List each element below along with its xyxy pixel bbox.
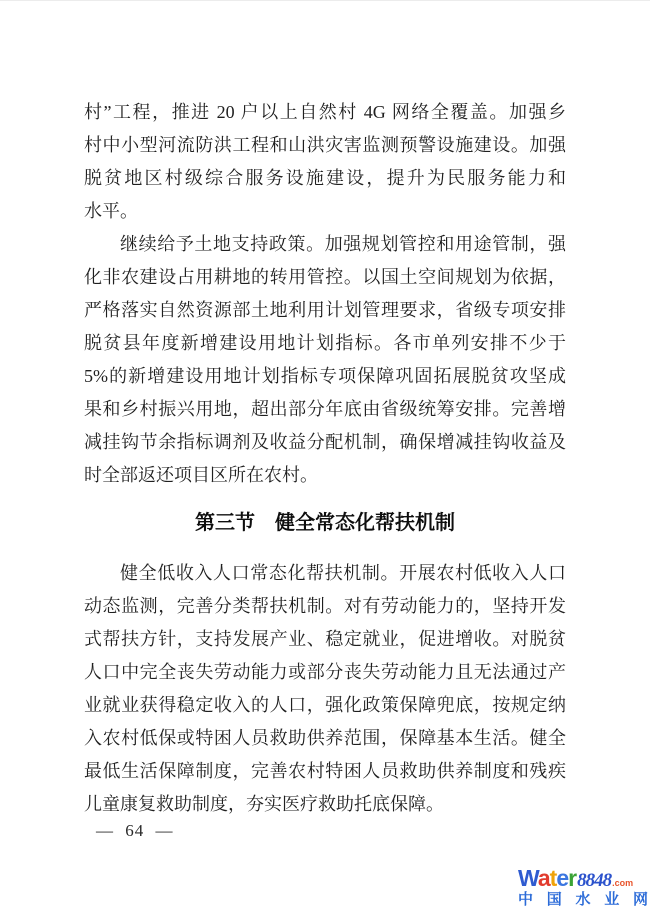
text-line: 村中小型河流防洪工程和山洪灾害监测预警设施建设。加强 (84, 135, 566, 155)
logo-cn-char: 国 (546, 891, 562, 908)
text-line: 果和乡村振兴用地，超出部分年底由省级统筹安排。完善增 (84, 399, 566, 419)
logo-letter: W (518, 865, 538, 891)
water8848-logo (518, 867, 648, 908)
section-heading-number: 第三节 (195, 512, 255, 534)
paragraph-land-policy (84, 228, 566, 492)
text-line: 动态监测，完善分类帮扶机制。对有劳动能力的，坚持开发 (84, 596, 566, 616)
text-line: 减挂钩节余指标调剂及收益分配机制，确保增减挂钩收益及 (84, 432, 566, 452)
paragraph-continuation (84, 96, 566, 228)
text-line: 最低生活保障制度，完善农村特困人员救助供养制度和残疾 (84, 761, 566, 781)
logo-cn-char: 水 (575, 891, 591, 908)
text-line: 式帮扶方针，支持发展产业、稳定就业，促进增收。对脱贫 (84, 629, 566, 649)
logo-letter: r (568, 865, 577, 891)
section-heading (84, 508, 566, 538)
text-line: 入农村低保或特困人员救助供养范围，保障基本生活。健全 (84, 728, 566, 748)
text-line: 脱贫地区村级综合服务设施建设，提升为民服务能力和 (84, 168, 566, 188)
document-body (84, 96, 566, 821)
text-line: 脱贫县年度新增建设用地计划指标。各市单列安排不少于 (84, 333, 566, 353)
logo-number-text: 8848 (577, 870, 612, 891)
logo-chinese-name (518, 892, 648, 908)
logo-cn-char: 业 (604, 891, 620, 908)
text-line: 人口中完全丧失劳动能力或部分丧失劳动能力且无法通过产 (84, 662, 566, 682)
logo-letter: t (549, 865, 557, 891)
text-line: 继续给予土地支持政策。加强规划管控和用途管制，强 (120, 234, 566, 254)
section-heading-title: 健全常态化帮扶机制 (275, 512, 455, 534)
logo-wordmark (518, 867, 648, 889)
logo-tld-text: .com (612, 878, 634, 888)
logo-letter: e (556, 865, 569, 891)
text-line: 水平。 (84, 201, 138, 221)
text-line: 严格落实自然资源部土地利用计划管理要求，省级专项安排 (84, 300, 566, 320)
text-line: 5%的新增建设用地计划指标专项保障巩固拓展脱贫攻坚成 (84, 366, 566, 386)
text-line: 化非农建设占用耕地的转用管控。以国土空间规划为依据， (84, 267, 566, 287)
logo-letter: a (537, 865, 550, 891)
logo-cn-char: 中 (518, 891, 534, 908)
page-number: — 64 — (96, 821, 174, 840)
logo-cn-char: 网 (632, 891, 648, 908)
text-line: 儿童康复救助制度，夯实医疗救助托底保障。 (84, 794, 444, 814)
text-line: 业就业获得稳定收入的人口，强化政策保障兜底，按规定纳 (84, 695, 566, 715)
text-line: 时全部返还项目区所在农村。 (84, 465, 318, 485)
logo-water-text (518, 867, 576, 889)
page-footer (96, 821, 174, 841)
text-line: 健全低收入人口常态化帮扶机制。开展农村低收入人口 (120, 563, 566, 583)
paragraph-assistance-mechanism (84, 557, 566, 821)
text-line: 村”工程，推进 20 户以上自然村 4G 网络全覆盖。加强乡 (84, 102, 566, 122)
